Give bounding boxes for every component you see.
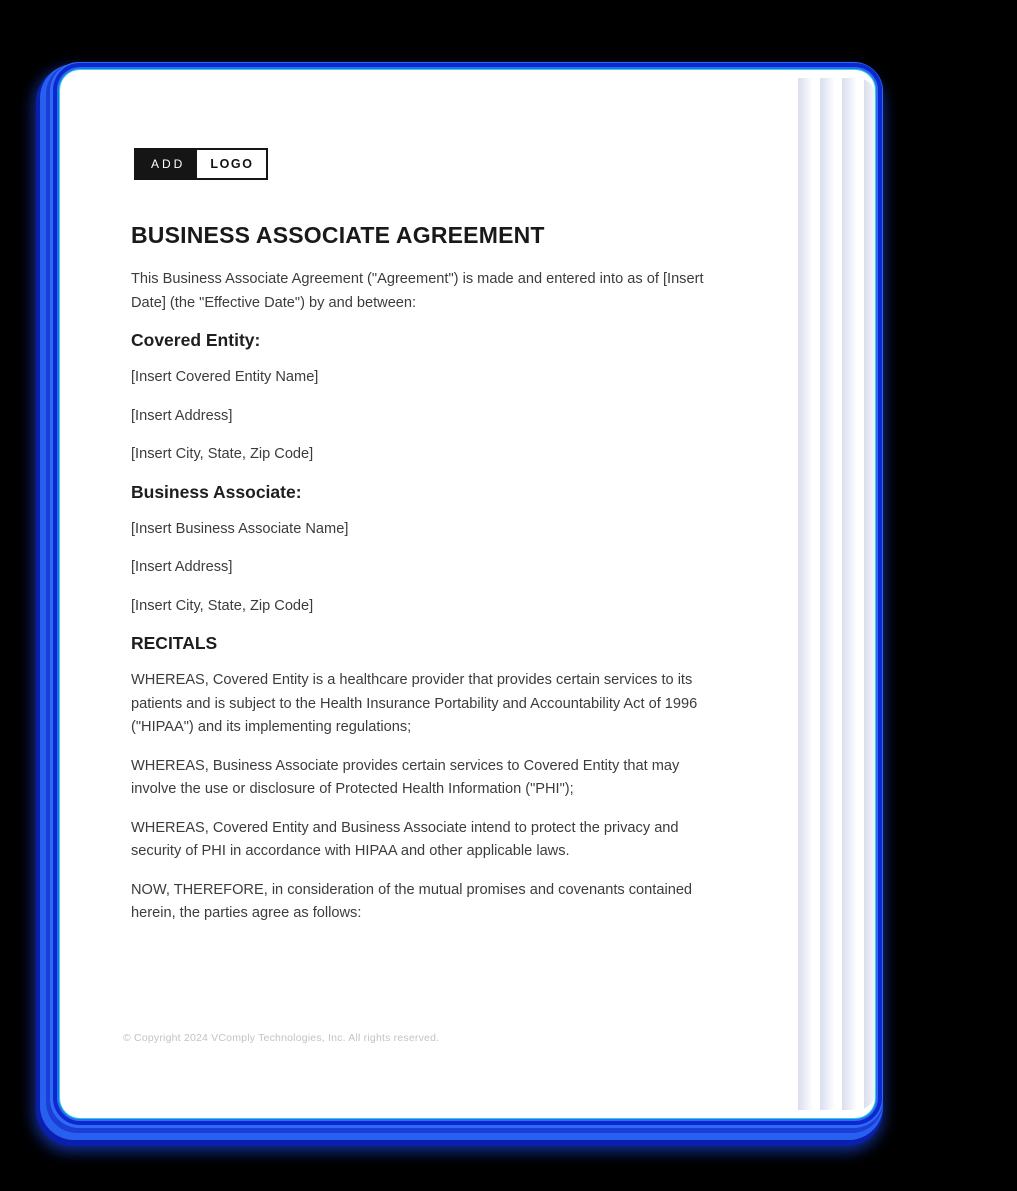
covered-entity-name-placeholder: [Insert Covered Entity Name] [131, 369, 319, 385]
page-stack-edges [798, 78, 876, 1110]
recitals-heading: RECITALS [131, 633, 218, 653]
covered-entity-heading: Covered Entity: [131, 330, 261, 350]
business-associate-address-placeholder: [Insert Address] [131, 559, 233, 575]
business-associate-city-placeholder: [Insert City, State, Zip Code] [131, 597, 314, 614]
document-page [60, 70, 875, 1118]
covered-entity-city-placeholder: [Insert City, State, Zip Code] [131, 446, 314, 462]
recital-paragraph-now-therefore: NOW, THEREFORE, in consideration of the mutual promises and covenants contained herein, the parties agree as follows: [131, 881, 693, 921]
document-title: BUSINESS ASSOCIATE AGREEMENT [131, 222, 545, 248]
recital-paragraph-whereas-2: WHEREAS, Business Associate provides certain services to Covered Entity that may involve the use or disclosure of Protected Health Information ("PHI"); [131, 757, 680, 797]
add-logo-placeholder[interactable] [134, 148, 268, 180]
covered-entity-address-placeholder: [Insert Address] [131, 407, 233, 424]
intro-paragraph: This Business Associate Agreement ("Agreement") is made and entered into as of [Insert Date] (the "Effective Date") by and between: [131, 271, 704, 311]
business-associate-heading: Business Associate: [131, 481, 302, 502]
add-logo-label-logo: LOGO [210, 157, 254, 171]
page-content [60, 70, 716, 926]
copyright-footer: © Copyright 2024 VComply Technologies, Inc. All rights reserved. [123, 1032, 440, 1044]
recital-paragraph-whereas-1: WHEREAS, Covered Entity is a healthcare provider that provides certain services to its patients and is subject to the Health Insurance Portability and Accountability Act of 1996 ("HIPAA") and its implementing regulations; [131, 672, 698, 735]
business-associate-name-placeholder: [Insert Business Associate Name] [131, 520, 349, 537]
add-logo-label-add: ADD [136, 150, 197, 178]
recital-paragraph-whereas-3: WHEREAS, Covered Entity and Business Associate intend to protect the privacy and security of PHI in accordance with HIPAA and other applicable laws. [131, 819, 679, 859]
